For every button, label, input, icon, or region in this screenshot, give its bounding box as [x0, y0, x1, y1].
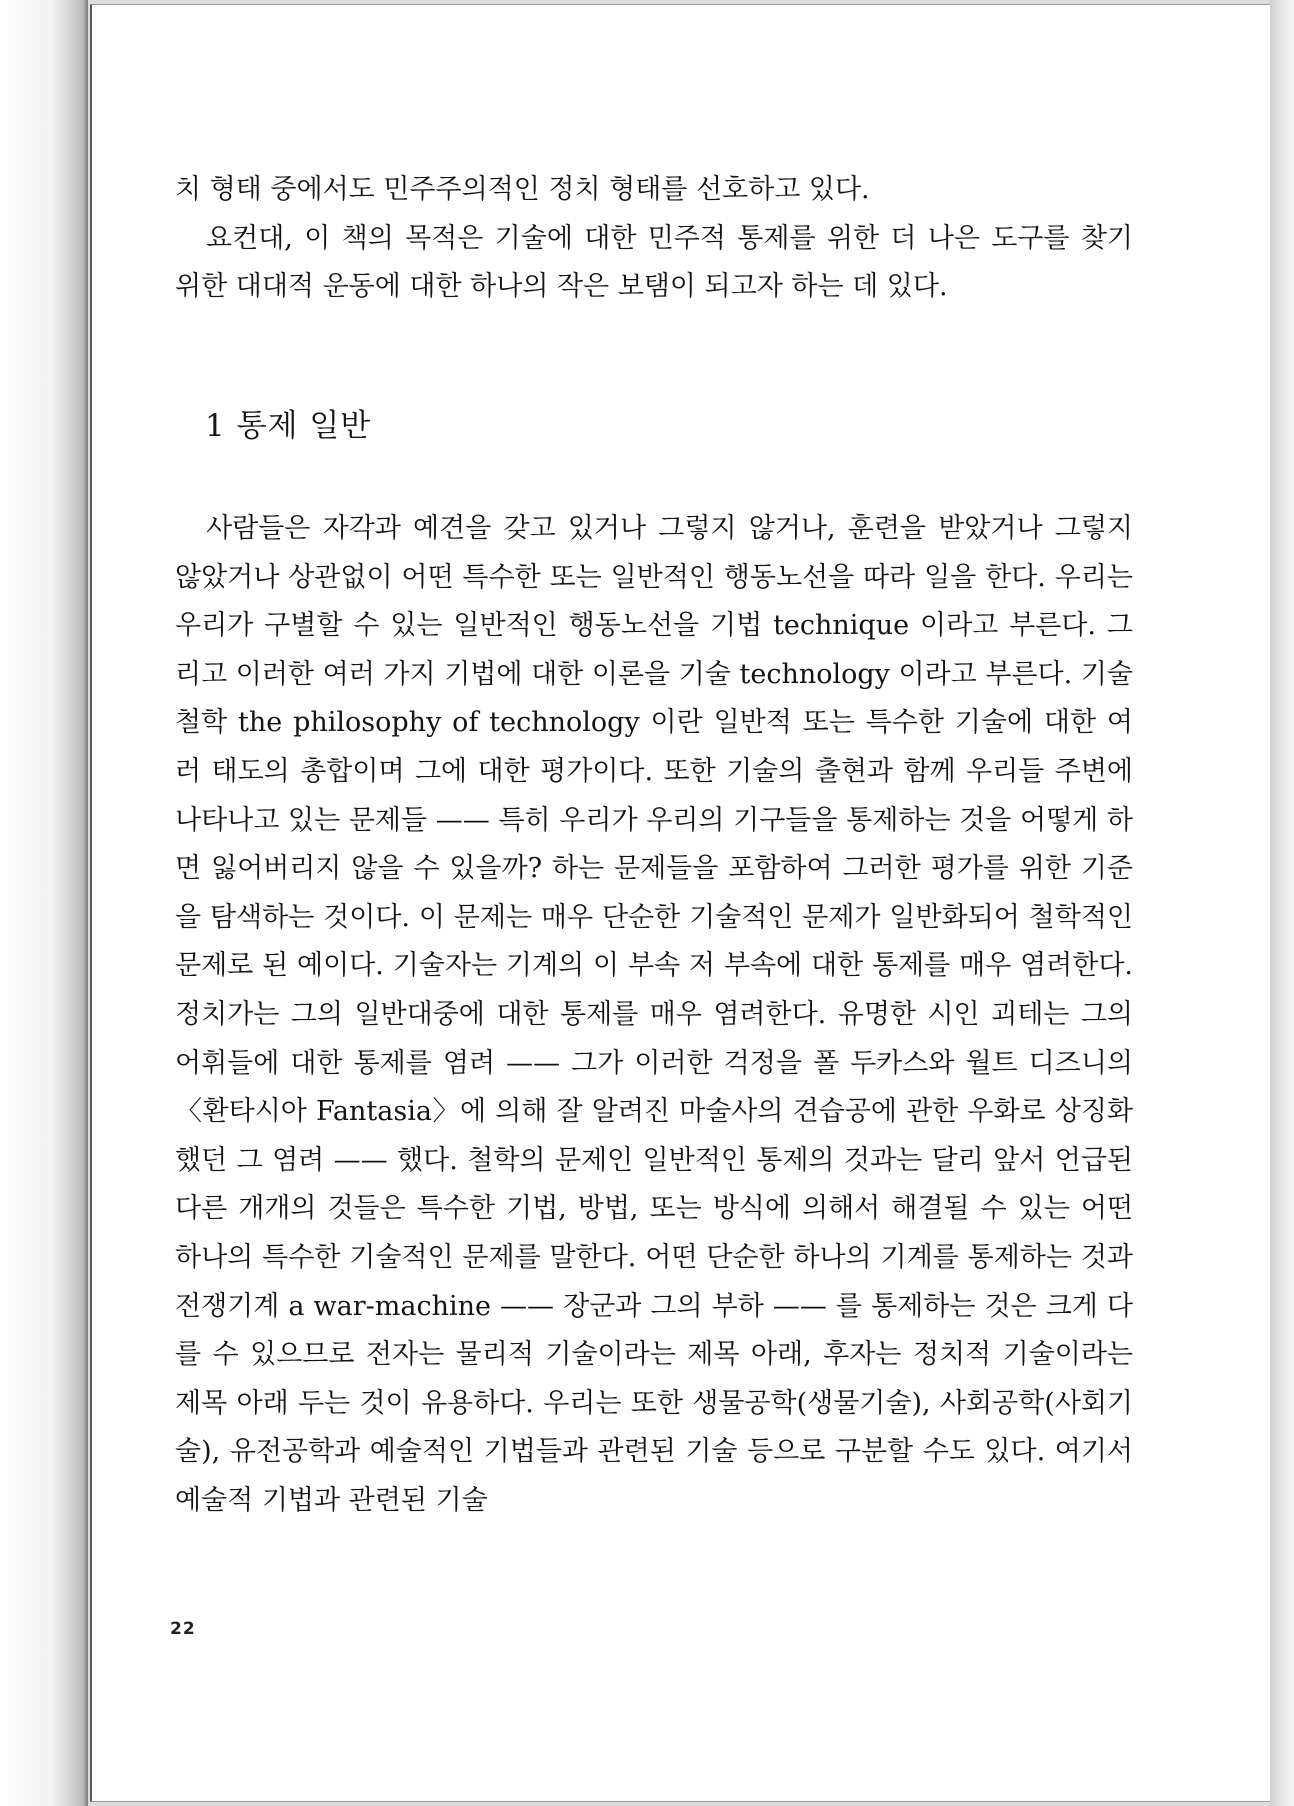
- page-edge-shadow: [1270, 0, 1294, 1806]
- book-spine-shadow: [0, 0, 88, 1806]
- summary-paragraph: 요컨대, 이 책의 목적은 기술에 대한 민주적 통제를 위한 더 나은 도구를 찾기 위한 대대적 운동에 대한 하나의 작은 보탬이 되고자 하는 데 있다.: [175, 222, 1133, 303]
- section-body: [175, 505, 1133, 1525]
- page-number: 22: [170, 1619, 196, 1639]
- top-text-block: [175, 166, 1133, 312]
- continued-paragraph: 치 형태 중에서도 민주주의적인 정치 형태를 선호하고 있다.: [175, 174, 870, 205]
- body-paragraph: 사람들은 자각과 예견을 갖고 있거나 그렇지 않거나, 훈련을 받았거나 그렇지 않았거나 상관없이 어떤 특수한 또는 일반적인 행동노선을 따라 일을 한다. 우리는 우리가 구별할 수 있는 일반적인 행동노선을 기법 technique 이라고 부른다. 그리고 이러한 여러 가지 기법에 대한 이론을 기술 technology 이라고 부른다. 기술철학 the philosophy of technology 이란 일반적 또는 특수한 기술에 대한 여러 태도의 총합이며 그에 대한 평가이다. 또한 기술의 출현과 함께 우리들 주변에 나타나고 있는 문제들 —— 특히 우리가 우리의 기구들을 통제하는 것을 어떻게 하면 잃어버리지 않을 수 있을까? 하는 문제들을 포함하여 그러한 평가를 위한 기준을 탐색하는 것이다. 이 문제는 매우 단순한 기술적인 문제가 일반화되어 철학적인 문제로 된 예이다. 기술자는 기계의 이 부속 저 부속에 대한 통제를 매우 염려한다. 정치가는 그의 일반대중에 대한 통제를 매우 염려한다. 유명한 시인 괴테는 그의 어휘들에 대한 통제를 염려 —— 그가 이러한 걱정을 폴 두카스와 월트 디즈니의 〈환타시아 Fantasia〉에 의해 잘 알려진 마술사의 견습공에 관한 우화로 상징화했던 그 염려 —— 했다. 철학의 문제인 일반적인 통제의 것과는 달리 앞서 언급된 다른 개개의 것들은 특수한 기법, 방법, 또는 방식에 의해서 해결될 수 있는 어떤 하나의 특수한 기술적인 문제를 말한다. 어떤 단순한 하나의 기계를 통제하는 것과 전쟁기계 a war-machine —— 장군과 그의 부하 —— 를 통제하는 것은 크게 다를 수 있으므로 전자는 물리적 기술이라는 제목 아래, 후자는 정치적 기술이라는 제목 아래 두는 것이 유용하다. 우리는 또한 생물공학(생물기술), 사회공학(사회기술), 유전공학과 예술적인 기법들과 관련된 기술 등으로 구분할 수도 있다. 여기서 예술적 기법과 관련된 기술: [175, 513, 1133, 1516]
- section-heading: 1 통제 일반: [205, 408, 372, 444]
